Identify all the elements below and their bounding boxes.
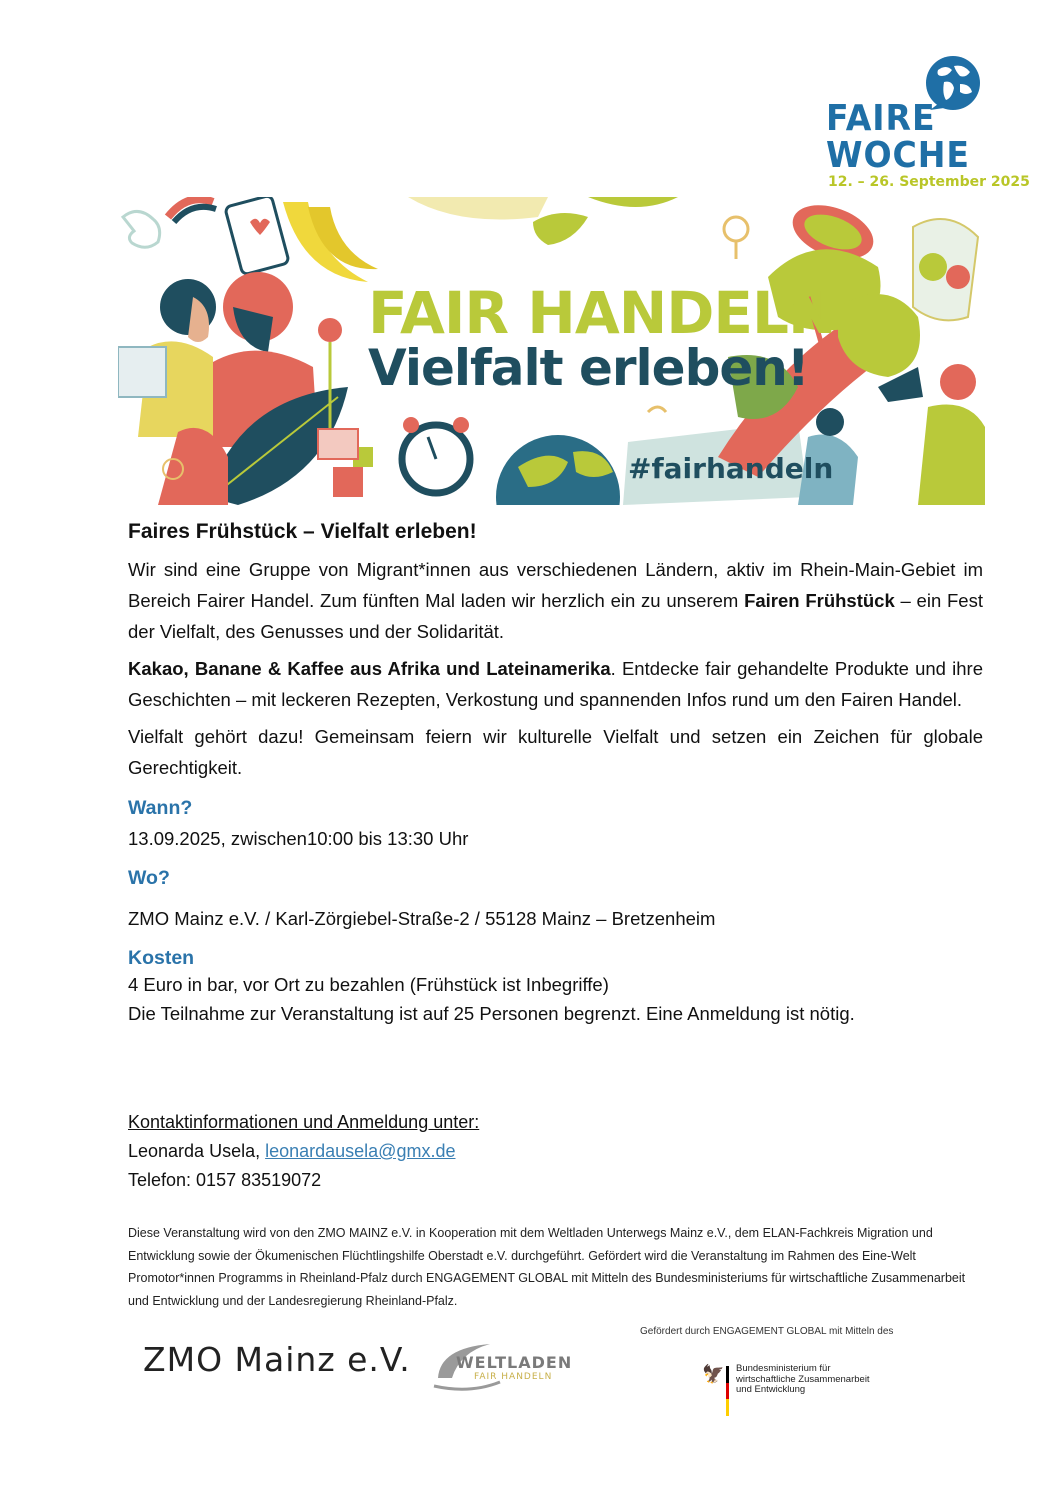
bmz-line-1: Bundesministerium für (736, 1363, 831, 1374)
contact-email-link[interactable]: leonardausela@gmx.de (265, 1141, 456, 1161)
banner-hashtag: #fairhandeln (628, 452, 834, 485)
products-paragraph (128, 653, 983, 715)
bmz-line-3: und Entwicklung (736, 1384, 806, 1395)
intro-paragraph (128, 554, 983, 647)
bmz-logo (700, 1362, 900, 1422)
costs-heading: Kosten (128, 947, 195, 969)
costs-line-2: Die Teilnahme zur Veranstaltung ist auf 25 Personen begrenzt. Eine Anmeldung ist nötig. (128, 1003, 855, 1024)
faire-woche-wordmark: FAIRE WOCHE (826, 98, 970, 176)
contact-phone: Telefon: 0157 83519072 (128, 1170, 322, 1190)
products-bold: Kakao, Banane & Kaffee aus Afrika und Lateinamerika (128, 658, 611, 679)
weltladen-name: WELTLADEN (456, 1353, 573, 1372)
weltladen-logo (430, 1338, 573, 1398)
german-flag-bar (726, 1366, 729, 1416)
contact-name-line (128, 1137, 479, 1166)
when-heading: Wann? (128, 797, 193, 819)
where-text: ZMO Mainz e.V. / Karl-Zörgiebel-Straße-2 / 55128 Mainz – Bretzenheim (128, 908, 716, 929)
eagle-icon: 🦅 (702, 1364, 725, 1384)
faire-woche-logo (826, 50, 1030, 195)
contact-block (128, 1108, 479, 1195)
intro-text: Wir sind eine Gruppe von Migrant*innen aus verschiedenen Ländern, aktiv im Rhein-Main-Gebiet im Bereich Fairer Handel. Zum fünften Mal laden wir herzlich ein zu unserem (128, 559, 983, 611)
bmz-text (736, 1364, 870, 1396)
zmo-logo: ZMO Mainz e.V. (143, 1340, 411, 1379)
bmz-line-2: wirtschaftliche Zusammenarbeit (736, 1373, 870, 1385)
sponsor-note: Gefördert durch ENGAGEMENT GLOBAL mit Mitteln des (640, 1326, 894, 1337)
diversity-paragraph (128, 721, 983, 783)
weltladen-sub: FAIR HANDELN (474, 1372, 553, 1382)
banner-illustration (118, 197, 985, 505)
where-heading: Wo? (128, 867, 170, 889)
diversity-text: Vielfalt gehört dazu! Gemeinsam feiern wir kulturelle Vielfalt und setzen ein Zeichen für globale Gerechtigkeit. (128, 726, 983, 778)
costs-section (128, 947, 983, 1028)
contact-heading: Kontaktinformationen und Anmeldung unter: (128, 1112, 480, 1132)
banner-headline-1: FAIR HANDELN (368, 279, 836, 347)
products-text: . Entdecke fair gehandelte Produkte und ihre Geschichten – mit leckeren Rezepten, Verkostung und spannenden Infos rund um den Fairen Handel. (128, 658, 983, 710)
intro-bold: Fairen Frühstück (744, 590, 895, 611)
intro-tail: – ein Fest der Vielfalt, des Genusses und der Solidarität. (128, 590, 983, 642)
costs-line-1: 4 Euro in bar, vor Ort zu bezahlen (Frühstück ist Inbegriffe) (128, 974, 609, 995)
article-body (128, 520, 983, 1028)
when-text: 13.09.2025, zwischen10:00 bis 13:30 Uhr (128, 828, 469, 849)
when-section (128, 797, 983, 853)
contact-name: Leonarda Usela, (128, 1141, 266, 1161)
page-title: Faires Frühstück – Vielfalt erleben! (128, 520, 477, 543)
banner-headline-2: Vielfalt erleben! (368, 339, 809, 397)
funding-footnote: Diese Veranstaltung wird von den ZMO MAINZ e.V. in Kooperation mit dem Weltladen Unterwegs Mainz e.V., dem ELAN-Fachkreis Migration und Entwicklung sowie der Ökumenischen Flüchtlingshilfe Oberstadt e.V. durchgeführt. Gefördert wird die Veranstaltung im Rahmen des Eine-Welt Promotor*innen Programms in Rheinland-Pfalz durch ENGAGEMENT GLOBAL mit Mitteln des Bundesministeriums für wirtschaftliche Zusammenarbeit und Entwicklung und der Landesregierung Rheinland-Pfalz. (128, 1226, 966, 1308)
faire-woche-dates: 12. – 26. September 2025 (828, 174, 1030, 190)
where-section (128, 867, 983, 933)
